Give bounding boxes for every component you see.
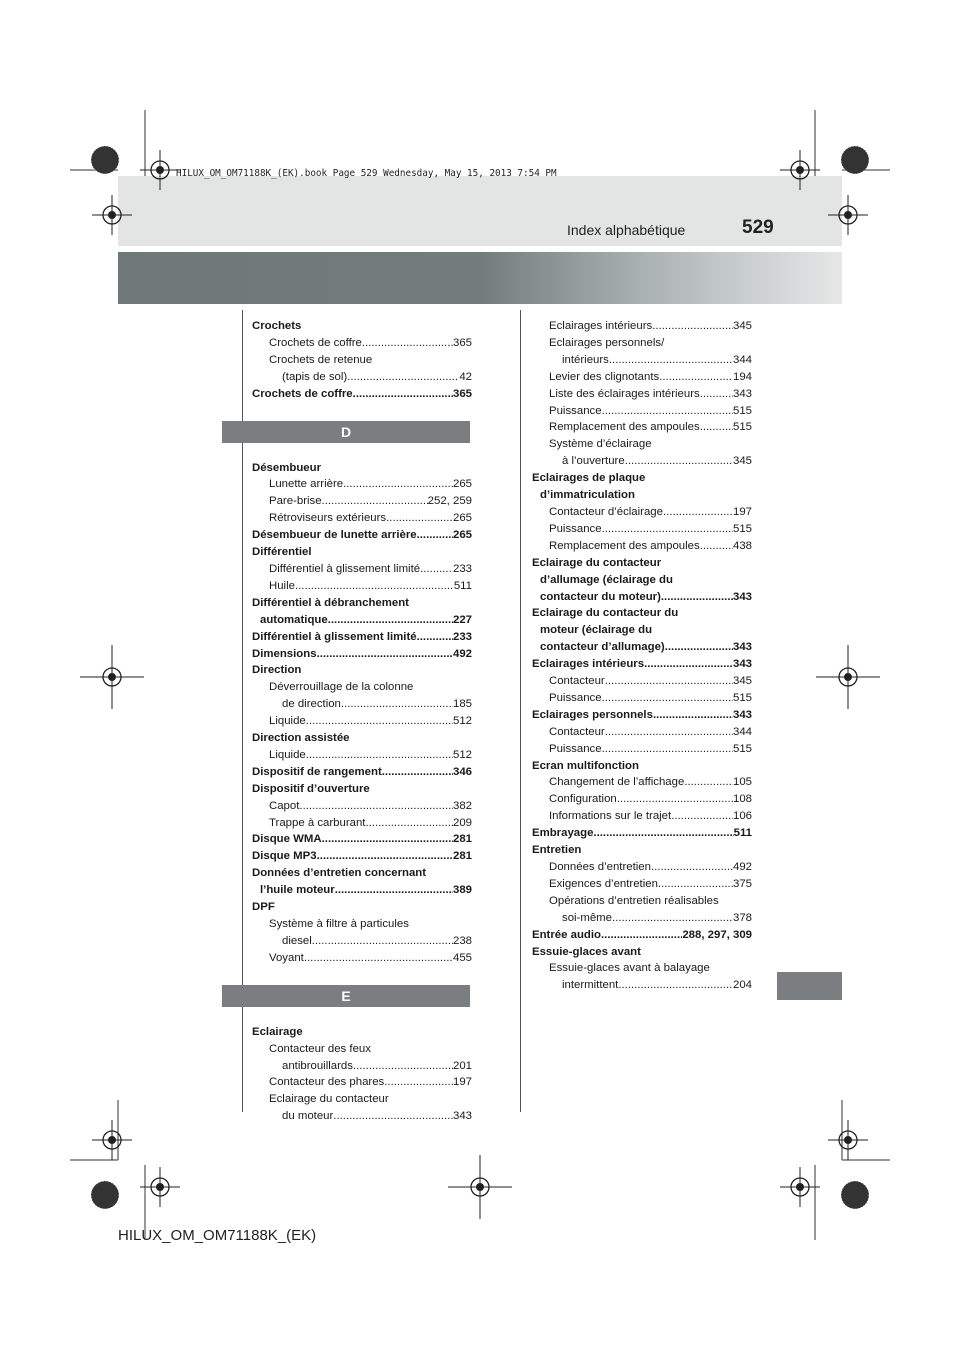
color-calibration-icon — [841, 146, 869, 174]
index-entry-main: Disque MP3 ..... 281 — [252, 848, 472, 865]
index-entry: Capot ..... 382 — [252, 798, 472, 815]
registration-target-icon — [92, 195, 132, 235]
letter-divider-d: D — [222, 421, 470, 443]
index-entry: Exigences d’entretien ..... 375 — [532, 876, 752, 893]
index-heading: Crochets — [252, 320, 302, 332]
index-heading: Différentiel — [252, 546, 312, 559]
index-entry: antibrouillards ..... 201 — [252, 1058, 472, 1075]
index-entry-main: contacteur d’allumage) ..... 343 — [532, 639, 752, 656]
index-entry: Crochets de coffre ..... 365 — [252, 335, 472, 352]
index-entry: Déverrouillage de la colonne — [269, 681, 414, 694]
index-entry: Opérations d’entretien réalisables — [549, 894, 719, 907]
index-heading: Direction — [252, 664, 302, 677]
index-entry: Contacteur ..... 345 — [532, 673, 752, 690]
registration-target-icon — [80, 645, 144, 709]
index-entry-main: Eclairages personnels ..... 343 — [532, 707, 752, 724]
index-entry: Rétroviseurs extérieurs ..... 265 — [252, 510, 472, 527]
index-heading: Eclairage du contacteur du — [532, 607, 679, 620]
document-code-footer: HILUX_OM_OM71188K_(EK) — [118, 1227, 317, 1244]
section-title: Index alphabétique — [567, 222, 686, 238]
index-heading: Direction assistée — [252, 732, 350, 745]
book-info-stamp: HILUX_OM_OM71188K_(EK).book Page 529 Wednesday, May 15, 2013 7:54 PM — [176, 168, 557, 179]
index-entry-main: Crochets de coffre ..... 365 — [252, 386, 472, 403]
index-heading: Différentiel à débranchement — [252, 596, 409, 609]
index-entry: Contacteur des phares ..... 197 — [252, 1074, 472, 1091]
index-entry: Puissance ..... 515 — [532, 403, 752, 420]
index-entry: Informations sur le trajet ..... 106 — [532, 808, 752, 825]
index-entry: Eclairages personnels/ — [549, 336, 665, 349]
index-heading: moteur (éclairage du — [540, 624, 653, 637]
index-heading: Eclairage — [252, 1025, 303, 1038]
index-entry: intérieurs ..... 344 — [532, 352, 752, 369]
color-calibration-icon — [841, 1181, 869, 1209]
index-entry: de direction ..... 185 — [252, 696, 472, 713]
index-entry: Liquide ..... 512 — [252, 713, 472, 730]
index-heading: Dispositif d’ouverture — [252, 782, 370, 795]
registration-target-icon — [816, 645, 880, 709]
index-entry: Voyant ..... 455 — [252, 950, 472, 967]
index-entry: Puissance ..... 515 — [532, 741, 752, 758]
index-entry: Système à filtre à particules — [269, 918, 409, 930]
registration-target-icon — [780, 150, 820, 190]
index-entry-main: Différentiel à glissement limité ..... 233 — [252, 629, 472, 646]
index-entry: Eclairages intérieurs ..... 345 — [532, 318, 752, 335]
index-entry: Huile ..... 511 — [252, 578, 472, 595]
index-heading: Ecran multifonction — [532, 759, 639, 772]
registration-target-icon — [828, 195, 868, 235]
index-entry-main: Embrayage ..... 511 — [532, 825, 752, 842]
index-entry-main: l’huile moteur ..... 389 — [252, 882, 472, 899]
index-entry-main: Désembueur de lunette arrière ..... 265 — [252, 527, 472, 544]
index-entry: Remplacement des ampoules ..... 438 — [532, 538, 752, 555]
registration-target-icon — [140, 150, 180, 190]
registration-target-icon — [828, 1120, 868, 1160]
index-heading: d’allumage (éclairage du — [540, 573, 673, 586]
index-heading: Entretien — [532, 844, 582, 857]
registration-target-icon — [448, 1155, 512, 1219]
index-entry: Contacteur d’éclairage ..... 197 — [532, 504, 752, 521]
index-heading: Désembueur — [252, 461, 322, 474]
index-entry: Système d’éclairage — [549, 438, 652, 451]
index-entry: Puissance ..... 515 — [532, 521, 752, 538]
page-number: 529 — [742, 217, 774, 238]
index-heading: d’immatriculation — [540, 489, 635, 502]
index-entry-main: Eclairages intérieurs ..... 343 — [532, 656, 752, 673]
color-calibration-icon — [91, 146, 119, 174]
color-calibration-icon — [91, 1181, 119, 1209]
index-entry-main: Entrée audio ..... 288, 297, 309 — [532, 927, 752, 944]
index-entry: Données d’entretien ..... 492 — [532, 859, 752, 876]
index-entry: Lunette arrière ..... 265 — [252, 476, 472, 493]
index-entry-main: Dimensions ..... 492 — [252, 646, 472, 663]
index-entry: Changement de l’affichage ..... 105 — [532, 774, 752, 791]
index-heading: Données d’entretien concernant — [252, 867, 427, 880]
index-entry: soi-même ..... 378 — [532, 910, 752, 927]
index-entry: Différentiel à glissement limité ..... 233 — [252, 561, 472, 578]
index-entry: Configuration ..... 108 — [532, 791, 752, 808]
index-entry: Remplacement des ampoules ..... 515 — [532, 419, 752, 436]
index-entry: Eclairage du contacteur — [269, 1093, 389, 1106]
index-entry: (tapis de sol) ..... 42 — [252, 369, 472, 386]
letter-divider-e: E — [222, 985, 470, 1007]
index-entry: à l’ouverture ..... 345 — [532, 453, 752, 470]
index-entry: Essuie-glaces avant à balayage — [549, 962, 710, 975]
index-entry-main: Dispositif de rangement ..... 346 — [252, 764, 472, 781]
index-entry-main: Disque WMA ..... 281 — [252, 831, 472, 848]
registration-target-icon — [780, 1167, 820, 1207]
index-entry: Contacteur des feux — [269, 1042, 371, 1055]
index-entry: du moteur ..... 343 — [252, 1108, 472, 1125]
index-entry: diesel ..... 238 — [252, 933, 472, 950]
registration-target-icon — [92, 1120, 132, 1160]
index-heading: DPF — [252, 901, 275, 914]
index-entry: intermittent ..... 204 — [532, 977, 752, 994]
index-entry-main: contacteur du moteur) ..... 343 — [532, 589, 752, 606]
index-entry: Levier des clignotants ..... 194 — [532, 369, 752, 386]
index-heading: Eclairages de plaque — [532, 472, 646, 485]
index-entry: Trappe à carburant ..... 209 — [252, 815, 472, 832]
index-entry: Liquide ..... 512 — [252, 747, 472, 764]
index-entry: Crochets de retenue — [269, 353, 373, 366]
index-entry: Liste des éclairages intérieurs ..... 343 — [532, 386, 752, 403]
index-entry-main: automatique ..... 227 — [252, 612, 472, 629]
index-heading: Eclairage du contacteur — [532, 556, 662, 569]
index-entry: Puissance ..... 515 — [532, 690, 752, 707]
index-entry: Contacteur ..... 344 — [532, 724, 752, 741]
index-heading: Essuie-glaces avant — [532, 945, 641, 958]
registration-target-icon — [140, 1167, 180, 1207]
index-entry: Pare-brise ..... 252, 259 — [252, 493, 472, 510]
